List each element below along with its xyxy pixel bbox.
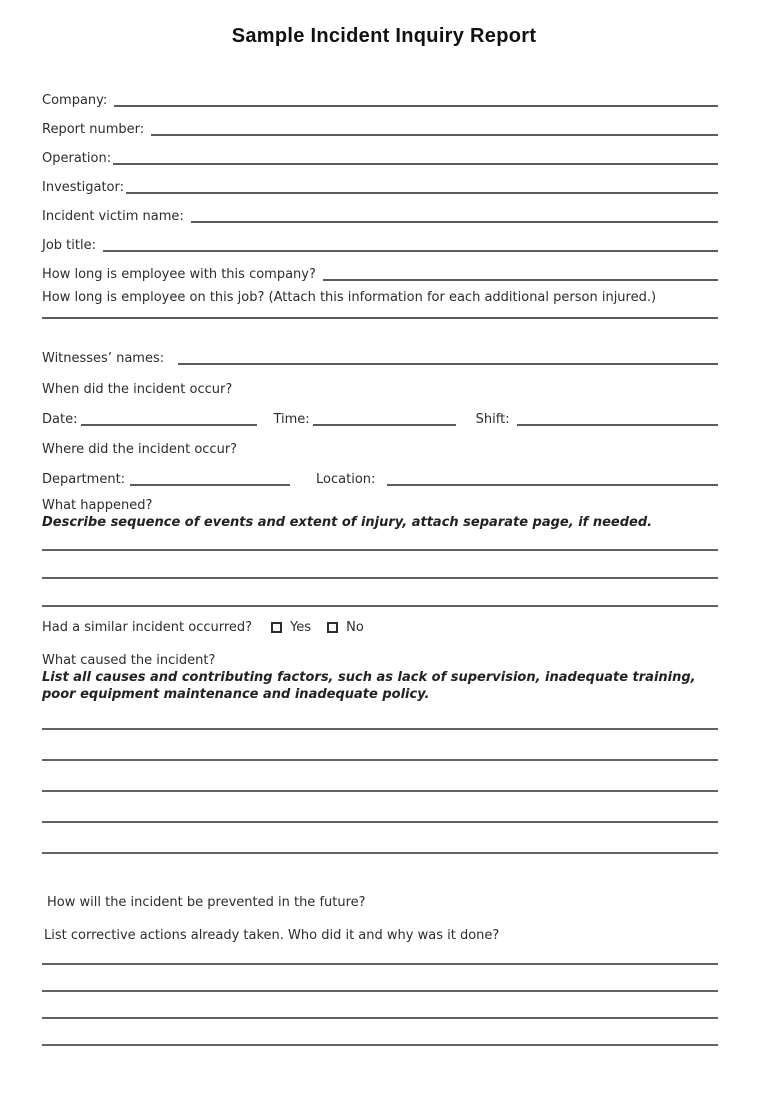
location-label: Location: <box>316 472 376 487</box>
answer-blank-line[interactable] <box>42 531 718 551</box>
what-happened-question: What happened? <box>42 498 153 513</box>
date-label: Date: <box>42 412 78 427</box>
time-label: Time: <box>273 412 310 427</box>
field-tenure-company <box>42 253 718 282</box>
answer-blank-line[interactable] <box>42 823 718 854</box>
witnesses-label: Witnesses’ names: <box>42 351 165 366</box>
operation-label: Operation: <box>42 151 112 166</box>
department-label: Department: <box>42 472 126 487</box>
operation-fill-line[interactable] <box>113 155 718 165</box>
answer-blank-line[interactable] <box>42 761 718 792</box>
tenure-company-fill-line[interactable] <box>323 271 718 281</box>
time-fill-line[interactable] <box>313 416 456 426</box>
shift-label: Shift: <box>475 412 510 427</box>
investigator-fill-line[interactable] <box>126 184 718 194</box>
corrective-actions-question: List corrective actions already taken. Who did it and why was it done? <box>44 928 500 943</box>
victim-name-label: Incident victim name: <box>42 209 184 224</box>
field-report-number <box>42 108 718 137</box>
company-fill-line[interactable] <box>114 97 718 107</box>
job-title-fill-line[interactable] <box>103 242 718 252</box>
witnesses-fill-line[interactable] <box>178 355 718 365</box>
what-caused-instruction-line1: List all causes and contributing factors, such as lack of supervision, inadequate training, <box>42 670 696 685</box>
department-fill-line[interactable] <box>130 476 290 486</box>
where-question: Where did the incident occur? <box>42 442 238 457</box>
similar-incident-yes-checkbox[interactable] <box>271 622 282 633</box>
report-number-label: Report number: <box>42 122 145 137</box>
victim-name-fill-line[interactable] <box>191 213 718 223</box>
what-caused-answer-lines <box>42 703 718 854</box>
job-title-label: Job title: <box>42 238 96 253</box>
what-caused-question: What caused the incident? <box>42 653 216 668</box>
what-happened-answer-lines <box>42 531 718 607</box>
field-victim-name <box>42 195 718 224</box>
tenure-job-fill-line[interactable] <box>42 306 718 319</box>
similar-incident-yes-label: Yes <box>290 620 312 635</box>
tenure-job-question: How long is employee on this job? (Attach this information for each additional person injured.) <box>42 290 657 305</box>
field-job-title <box>42 224 718 253</box>
page-title: Sample Incident Inquiry Report <box>231 25 537 47</box>
answer-blank-line[interactable] <box>42 1019 718 1046</box>
answer-blank-line[interactable] <box>42 730 718 761</box>
date-time-shift-row <box>42 398 718 427</box>
similar-incident-row <box>42 619 718 636</box>
answer-blank-line[interactable] <box>42 703 718 730</box>
location-fill-line[interactable] <box>387 476 718 486</box>
company-label: Company: <box>42 93 108 108</box>
answer-blank-line[interactable] <box>42 965 718 992</box>
tenure-company-label: How long is employee with this company? <box>42 267 316 282</box>
field-company <box>42 79 718 108</box>
prevention-question: How will the incident be prevented in the future? <box>47 895 366 910</box>
answer-blank-line[interactable] <box>42 579 718 607</box>
prevention-answer-lines <box>42 944 718 1046</box>
answer-blank-line[interactable] <box>42 792 718 823</box>
answer-blank-line[interactable] <box>42 551 718 579</box>
answer-blank-line[interactable] <box>42 992 718 1019</box>
department-location-row <box>42 458 718 487</box>
what-caused-instruction-line2: poor equipment maintenance and inadequate policy. <box>42 687 430 702</box>
answer-blank-line[interactable] <box>42 944 718 965</box>
similar-incident-no-checkbox[interactable] <box>327 622 338 633</box>
similar-incident-question: Had a similar incident occurred? <box>42 620 253 635</box>
investigator-label: Investigator: <box>42 180 125 195</box>
when-question: When did the incident occur? <box>42 382 233 397</box>
similar-incident-no-label: No <box>346 620 364 635</box>
shift-fill-line[interactable] <box>517 416 718 426</box>
header-fields-section <box>42 79 718 282</box>
what-happened-instruction: Describe sequence of events and extent of injury, attach separate page, if needed. <box>42 515 653 530</box>
field-operation <box>42 137 718 166</box>
field-investigator <box>42 166 718 195</box>
report-number-fill-line[interactable] <box>151 126 718 136</box>
field-witnesses <box>42 337 718 366</box>
date-fill-line[interactable] <box>81 416 257 426</box>
